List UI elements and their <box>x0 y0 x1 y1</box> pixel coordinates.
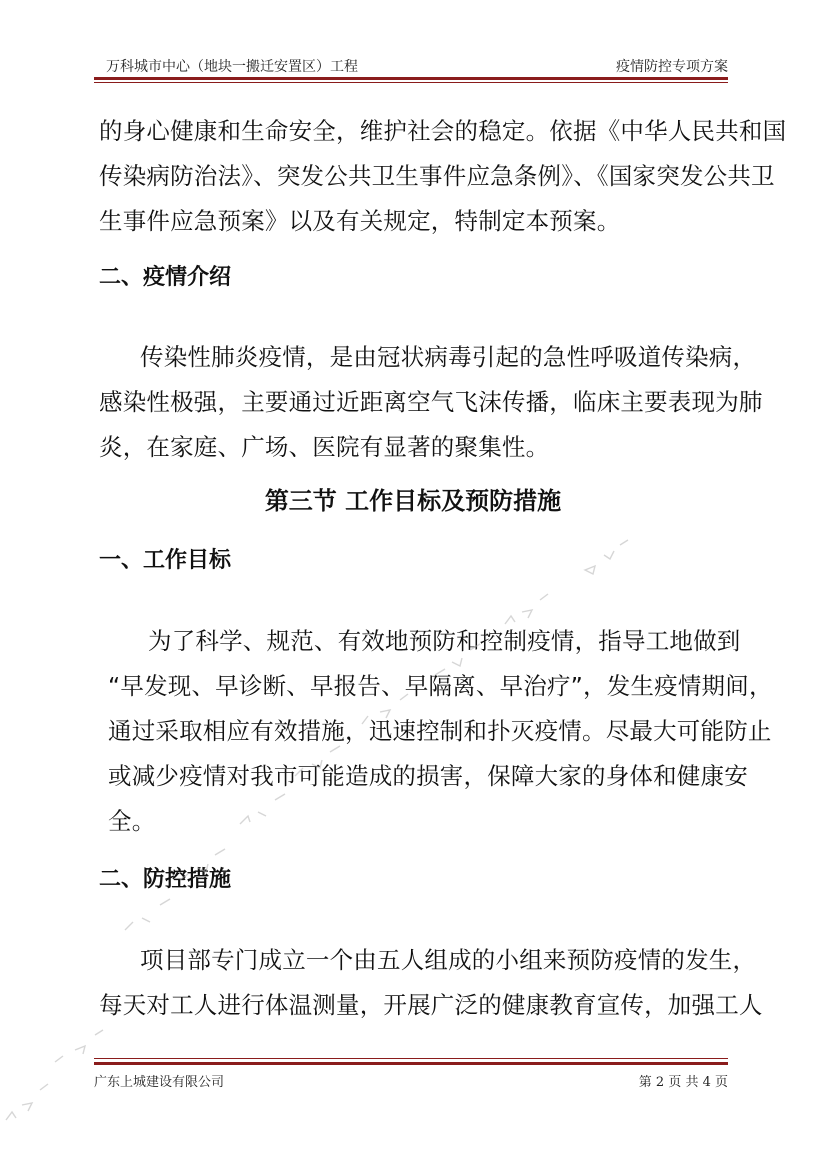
section-title: 第三节 工作目标及预防措施 <box>264 487 562 515</box>
heading-work-goals: 一、工作目标 <box>99 548 232 573</box>
paragraph-line: 的身心健康和生命安全，维护社会的稳定。依据《中华人民共和国 <box>99 117 787 145</box>
footer-page-number: 第 2 页 共 4 页 <box>638 1075 728 1090</box>
paragraph-line: 为了科学、规范、有效地预防和控制疫情，指导工地做到 <box>148 627 741 655</box>
paragraph-line: 项目部专门成立一个由五人组成的小组来预防疫情的发生， <box>140 946 757 974</box>
heading-prevention-measures: 二、防控措施 <box>99 867 232 892</box>
paragraph-line: 炎，在家庭、广场、医院有显著的聚集性。 <box>99 433 550 461</box>
paragraph-line: 通过采取相应有效措施，迅速控制和扑灭疫情。尽最大可能防止 <box>108 717 772 745</box>
paragraph-line: 传染病防治法》、突发公共卫生事件应急条例》、《国家突发公共卫 <box>99 162 775 190</box>
paragraph-line: “早发现、早诊断、早报告、早隔离、早治疗”，发生疫情期间， <box>108 672 773 700</box>
paragraph-line: 全。 <box>108 807 156 835</box>
header-project-name: 万科城市中心（地块一搬迁安置区）工程 <box>106 59 358 75</box>
paragraph-line: 或减少疫情对我市可能造成的损害，保障大家的身体和健康安 <box>108 762 748 790</box>
paragraph-line: 每天对工人进行体温测量，开展广泛的健康教育宣传，加强工人 <box>99 991 763 1019</box>
paragraph-line: 生事件应急预案》以及有关规定，特制定本预案。 <box>99 207 621 235</box>
paragraph-line: 传染性肺炎疫情，是由冠状病毒引起的急性呼吸道传染病， <box>140 343 757 371</box>
header-document-title: 疫情防控专项方案 <box>616 59 728 75</box>
heading-epidemic-intro: 二、疫情介绍 <box>99 265 232 290</box>
footer-company-name: 广东上城建设有限公司 <box>94 1075 225 1090</box>
paragraph-line: 感染性极强，主要通过近距离空气飞沫传播，临床主要表现为肺 <box>99 388 763 416</box>
